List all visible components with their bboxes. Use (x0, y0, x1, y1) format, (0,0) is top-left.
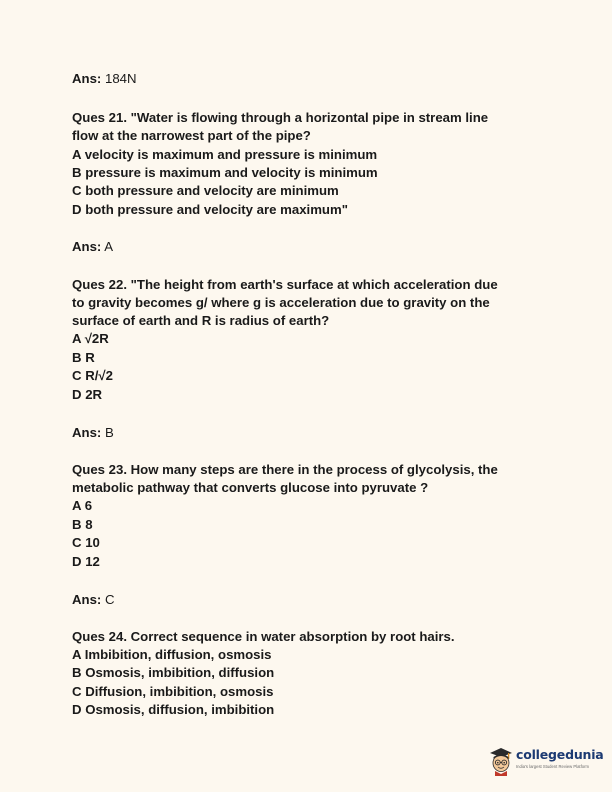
option-d: D 2R (72, 387, 103, 402)
option-a: A Imbibition, diffusion, osmosis (72, 647, 272, 662)
option-d: D Osmosis, diffusion, imbibition (72, 702, 275, 717)
answer-label: Ans: (72, 239, 102, 254)
option-d: D 12 (72, 554, 100, 569)
answer-value: A (104, 239, 114, 254)
option-a: A 6 (72, 498, 93, 513)
option-b: B R (72, 350, 95, 365)
question-text: Ques 24. Correct sequence in water absorption by root hairs. (72, 629, 455, 644)
answer-label: Ans: (72, 425, 102, 440)
question-text: Ques 22. "The height from earth's surface at which acceleration due (72, 277, 498, 292)
logo-tagline: India's largest Student Review Platform (516, 764, 589, 769)
question-text: to gravity becomes g/ where g is acceleration due to gravity on the (72, 295, 490, 310)
option-b: B pressure is maximum and velocity is minimum (72, 165, 378, 180)
option-b: B 8 (72, 517, 93, 532)
question-text: Ques 21. "Water is flowing through a horizontal pipe in stream line (72, 110, 489, 125)
student-mascot-icon (488, 746, 514, 776)
collegedunia-logo (488, 744, 604, 778)
answer-label: Ans: (72, 71, 102, 86)
option-c: C R/√2 (72, 368, 113, 383)
question-text: Ques 23. How many steps are there in the process of glycolysis, the (72, 462, 498, 477)
prev-answer (72, 70, 137, 88)
option-c: C both pressure and velocity are minimum (72, 183, 339, 198)
answer (72, 591, 115, 609)
option-a: A velocity is maximum and pressure is minimum (72, 147, 378, 162)
question-text: metabolic pathway that converts glucose into pyruvate ? (72, 480, 429, 495)
logo-wordmark: collegedunia (516, 747, 604, 762)
option-b: B Osmosis, imbibition, diffusion (72, 665, 275, 680)
answer-label: Ans: (72, 592, 102, 607)
option-d: D both pressure and velocity are maximum" (72, 202, 348, 217)
answer-value: 184N (104, 71, 137, 86)
option-a: A √2R (72, 331, 109, 346)
answer-value: B (104, 425, 114, 440)
answer (72, 238, 113, 256)
question-text: flow at the narrowest part of the pipe? (72, 128, 311, 143)
answer (72, 424, 114, 442)
option-c: C Diffusion, imbibition, osmosis (72, 684, 274, 699)
answer-value: C (104, 592, 115, 607)
question-text: surface of earth and R is radius of earth? (72, 313, 330, 328)
option-c: C 10 (72, 535, 100, 550)
